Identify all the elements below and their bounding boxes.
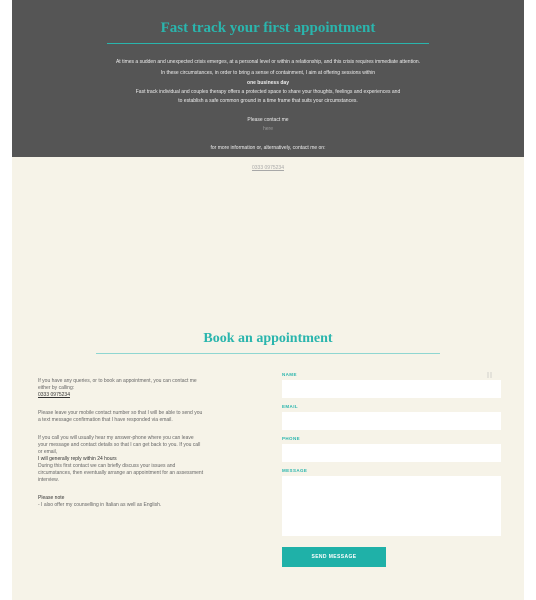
hero-text-emphasis: one business day: [247, 80, 289, 86]
grip-icon: [487, 372, 493, 378]
fast-track-section: [12, 0, 524, 157]
first-contact-text: During this first contact we can briefly discuss your issues and: [38, 463, 176, 469]
mobile-note: a text message confirmation that I have responded via email.: [38, 417, 173, 423]
hero-text-line: At times a sudden and unexpected crisis emerges, at a personal level or within a relationship, and this crisis requires immediate attention.: [115, 59, 421, 65]
mobile-note: Please leave your mobile contact number so that I will be able to send you: [38, 410, 203, 416]
message-textarea[interactable]: [282, 476, 501, 536]
hero-text-line: In these circumstances, in order to bring a sense of containment, I aim at offering sessions within: [160, 70, 376, 76]
please-note-heading: Please note: [38, 495, 65, 501]
intro-text: either by calling:: [38, 385, 75, 391]
call-info: If you call you will usually hear my answer-phone where you can leave: [38, 435, 194, 441]
book-title-divider: [96, 353, 440, 354]
booking-info: [38, 378, 218, 509]
call-info: or email,: [38, 449, 58, 455]
first-contact-text: interview.: [38, 477, 59, 483]
title-divider: [107, 43, 429, 44]
hero-text-line: Fast track individual and couples therapy offers a protected space to share your thoughts, feelings and experiences and: [135, 89, 401, 95]
reply-heading: I will generally reply within 24 hours: [38, 456, 117, 462]
more-info-text: for more information or, alternatively, contact me on:: [210, 145, 326, 151]
contact-here-link[interactable]: here: [262, 126, 273, 132]
email-label: EMAIL: [282, 404, 298, 409]
phone-input[interactable]: [282, 444, 501, 462]
phone-label: PHONE: [282, 436, 301, 441]
message-label: MESSAGE: [282, 468, 308, 473]
name-label: NAME: [282, 372, 297, 377]
book-appointment-title: Book an appointment: [203, 331, 333, 346]
contact-prompt: Please contact me: [247, 117, 289, 123]
italian-note: - I also offer my counselling in Italian as well as English.: [38, 502, 162, 508]
name-input[interactable]: [282, 380, 501, 398]
fast-track-title: Fast track your first appointment: [160, 20, 376, 36]
email-input[interactable]: [282, 412, 501, 430]
hero-text-line: to establish a safe common ground in a time frame that suits your circumstances.: [178, 98, 358, 104]
call-info: your message and contact details so that I can get back to you. If you call: [38, 442, 201, 448]
send-message-button[interactable]: SEND MESSAGE: [282, 547, 386, 567]
phone-link[interactable]: 0333 0975234: [252, 165, 284, 171]
page-background: [12, 0, 524, 600]
booking-phone-link[interactable]: 0333 0975234: [38, 392, 70, 398]
intro-text: If you have any queries, or to book an appointment, you can contact me: [38, 378, 197, 384]
first-contact-text: circumstances, then eventually arrange an appointment for an assessment: [38, 470, 204, 476]
